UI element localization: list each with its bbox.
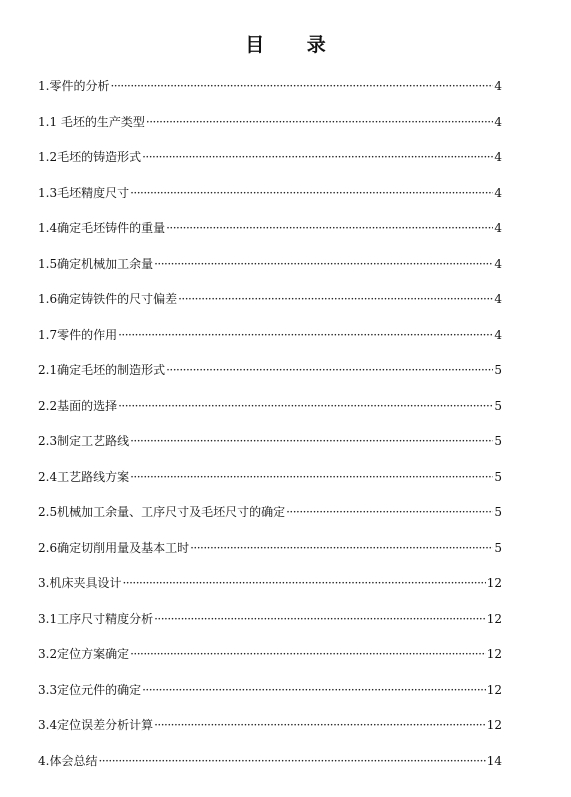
toc-entry-label: 4.体会总结 [38, 753, 98, 768]
toc-entry[interactable] [38, 431, 502, 467]
toc-entry[interactable] [38, 325, 502, 361]
toc-leader-dots [118, 325, 493, 345]
toc-leader-dots [154, 715, 486, 735]
toc-entry-page: 14 [486, 753, 502, 768]
toc-entry-label: 1.6确定铸铁件的尺寸偏差 [38, 292, 178, 306]
toc-entry-label: 1.2毛坯的铸造形式 [38, 150, 142, 164]
toc-entry[interactable] [38, 751, 502, 787]
toc-entry[interactable] [38, 573, 502, 609]
toc-entry-label: 2.6确定切削用量及基本工时 [38, 540, 190, 555]
toc-entry-page: 4 [494, 79, 502, 93]
toc-entry-page: 4 [494, 292, 502, 306]
toc-entry-page: 12 [486, 718, 502, 732]
toc-leader-dots [178, 289, 493, 309]
toc-leader-dots [166, 218, 493, 238]
toc-leader-dots [130, 467, 493, 487]
toc-entry-label: 2.4工艺路线方案 [38, 469, 130, 484]
toc-entry[interactable] [38, 715, 502, 751]
toc-entry-label: 2.1确定毛坯的制造形式 [38, 363, 166, 377]
toc-entry-label: 1.零件的分析 [38, 79, 110, 93]
toc-leader-dots [154, 609, 486, 629]
toc-entry-label: 1.1 毛坯的生产类型 [38, 114, 145, 129]
toc-entry-page: 12 [486, 611, 502, 626]
toc-entry-label: 2.5机械加工余量、工序尺寸及毛坯尺寸的确定 [38, 505, 286, 519]
table-of-contents [38, 76, 502, 786]
toc-leader-dots [286, 502, 493, 522]
toc-entry[interactable] [38, 680, 502, 716]
toc-entry-label: 3.2定位方案确定 [38, 647, 130, 661]
toc-entry-page: 12 [486, 576, 502, 590]
toc-leader-dots [130, 644, 486, 664]
toc-leader-dots [122, 573, 485, 593]
toc-leader-dots [142, 147, 493, 167]
toc-entry[interactable] [38, 396, 502, 432]
toc-entry-page: 5 [494, 505, 502, 519]
toc-entry[interactable] [38, 254, 502, 290]
toc-entry[interactable] [38, 467, 502, 503]
toc-entry-page: 12 [486, 682, 502, 697]
toc-leader-dots [98, 751, 485, 771]
toc-entry[interactable] [38, 360, 502, 396]
toc-leader-dots [110, 76, 493, 96]
toc-entry[interactable] [38, 609, 502, 645]
toc-entry-label: 2.2基面的选择 [38, 398, 118, 413]
toc-entry[interactable] [38, 502, 502, 538]
toc-leader-dots [166, 360, 493, 380]
toc-entry[interactable] [38, 289, 502, 325]
toc-leader-dots [154, 254, 493, 274]
toc-entry[interactable] [38, 112, 502, 148]
toc-leader-dots [146, 112, 493, 132]
toc-entry[interactable] [38, 76, 502, 112]
toc-entry-label: 3.1工序尺寸精度分析 [38, 611, 154, 626]
toc-entry-label: 3.4定位误差分析计算 [38, 718, 154, 732]
toc-entry-page: 5 [494, 469, 502, 484]
toc-title: 目 录 [245, 34, 344, 56]
toc-entry[interactable] [38, 218, 502, 254]
toc-entry-page: 5 [494, 363, 502, 377]
toc-entry-page: 4 [494, 114, 502, 129]
toc-entry-label: 2.3制定工艺路线 [38, 434, 130, 448]
toc-leader-dots [142, 680, 486, 700]
toc-entry-page: 4 [494, 221, 502, 235]
toc-entry-page: 4 [494, 150, 502, 164]
toc-leader-dots [190, 538, 493, 558]
toc-entry-label: 1.7零件的作用 [38, 327, 118, 342]
toc-entry[interactable] [38, 183, 502, 219]
toc-entry-page: 5 [494, 398, 502, 413]
toc-entry[interactable] [38, 644, 502, 680]
toc-entry-page: 12 [486, 647, 502, 661]
toc-entry-label: 1.3毛坯精度尺寸 [38, 185, 130, 200]
toc-leader-dots [118, 396, 493, 416]
toc-entry[interactable] [38, 538, 502, 574]
toc-entry-label: 1.4确定毛坯铸件的重量 [38, 221, 166, 235]
toc-entry-label: 3.机床夹具设计 [38, 576, 122, 590]
toc-entry-label: 1.5确定机械加工余量 [38, 256, 154, 271]
toc-entry-page: 4 [494, 327, 502, 342]
toc-entry-page: 4 [494, 185, 502, 200]
toc-entry-page: 5 [494, 540, 502, 555]
toc-entry-page: 4 [494, 256, 502, 271]
toc-leader-dots [130, 431, 493, 451]
toc-leader-dots [130, 183, 493, 203]
toc-entry-label: 3.3定位元件的确定 [38, 682, 142, 697]
toc-entry-page: 5 [494, 434, 502, 448]
toc-entry[interactable] [38, 147, 502, 183]
